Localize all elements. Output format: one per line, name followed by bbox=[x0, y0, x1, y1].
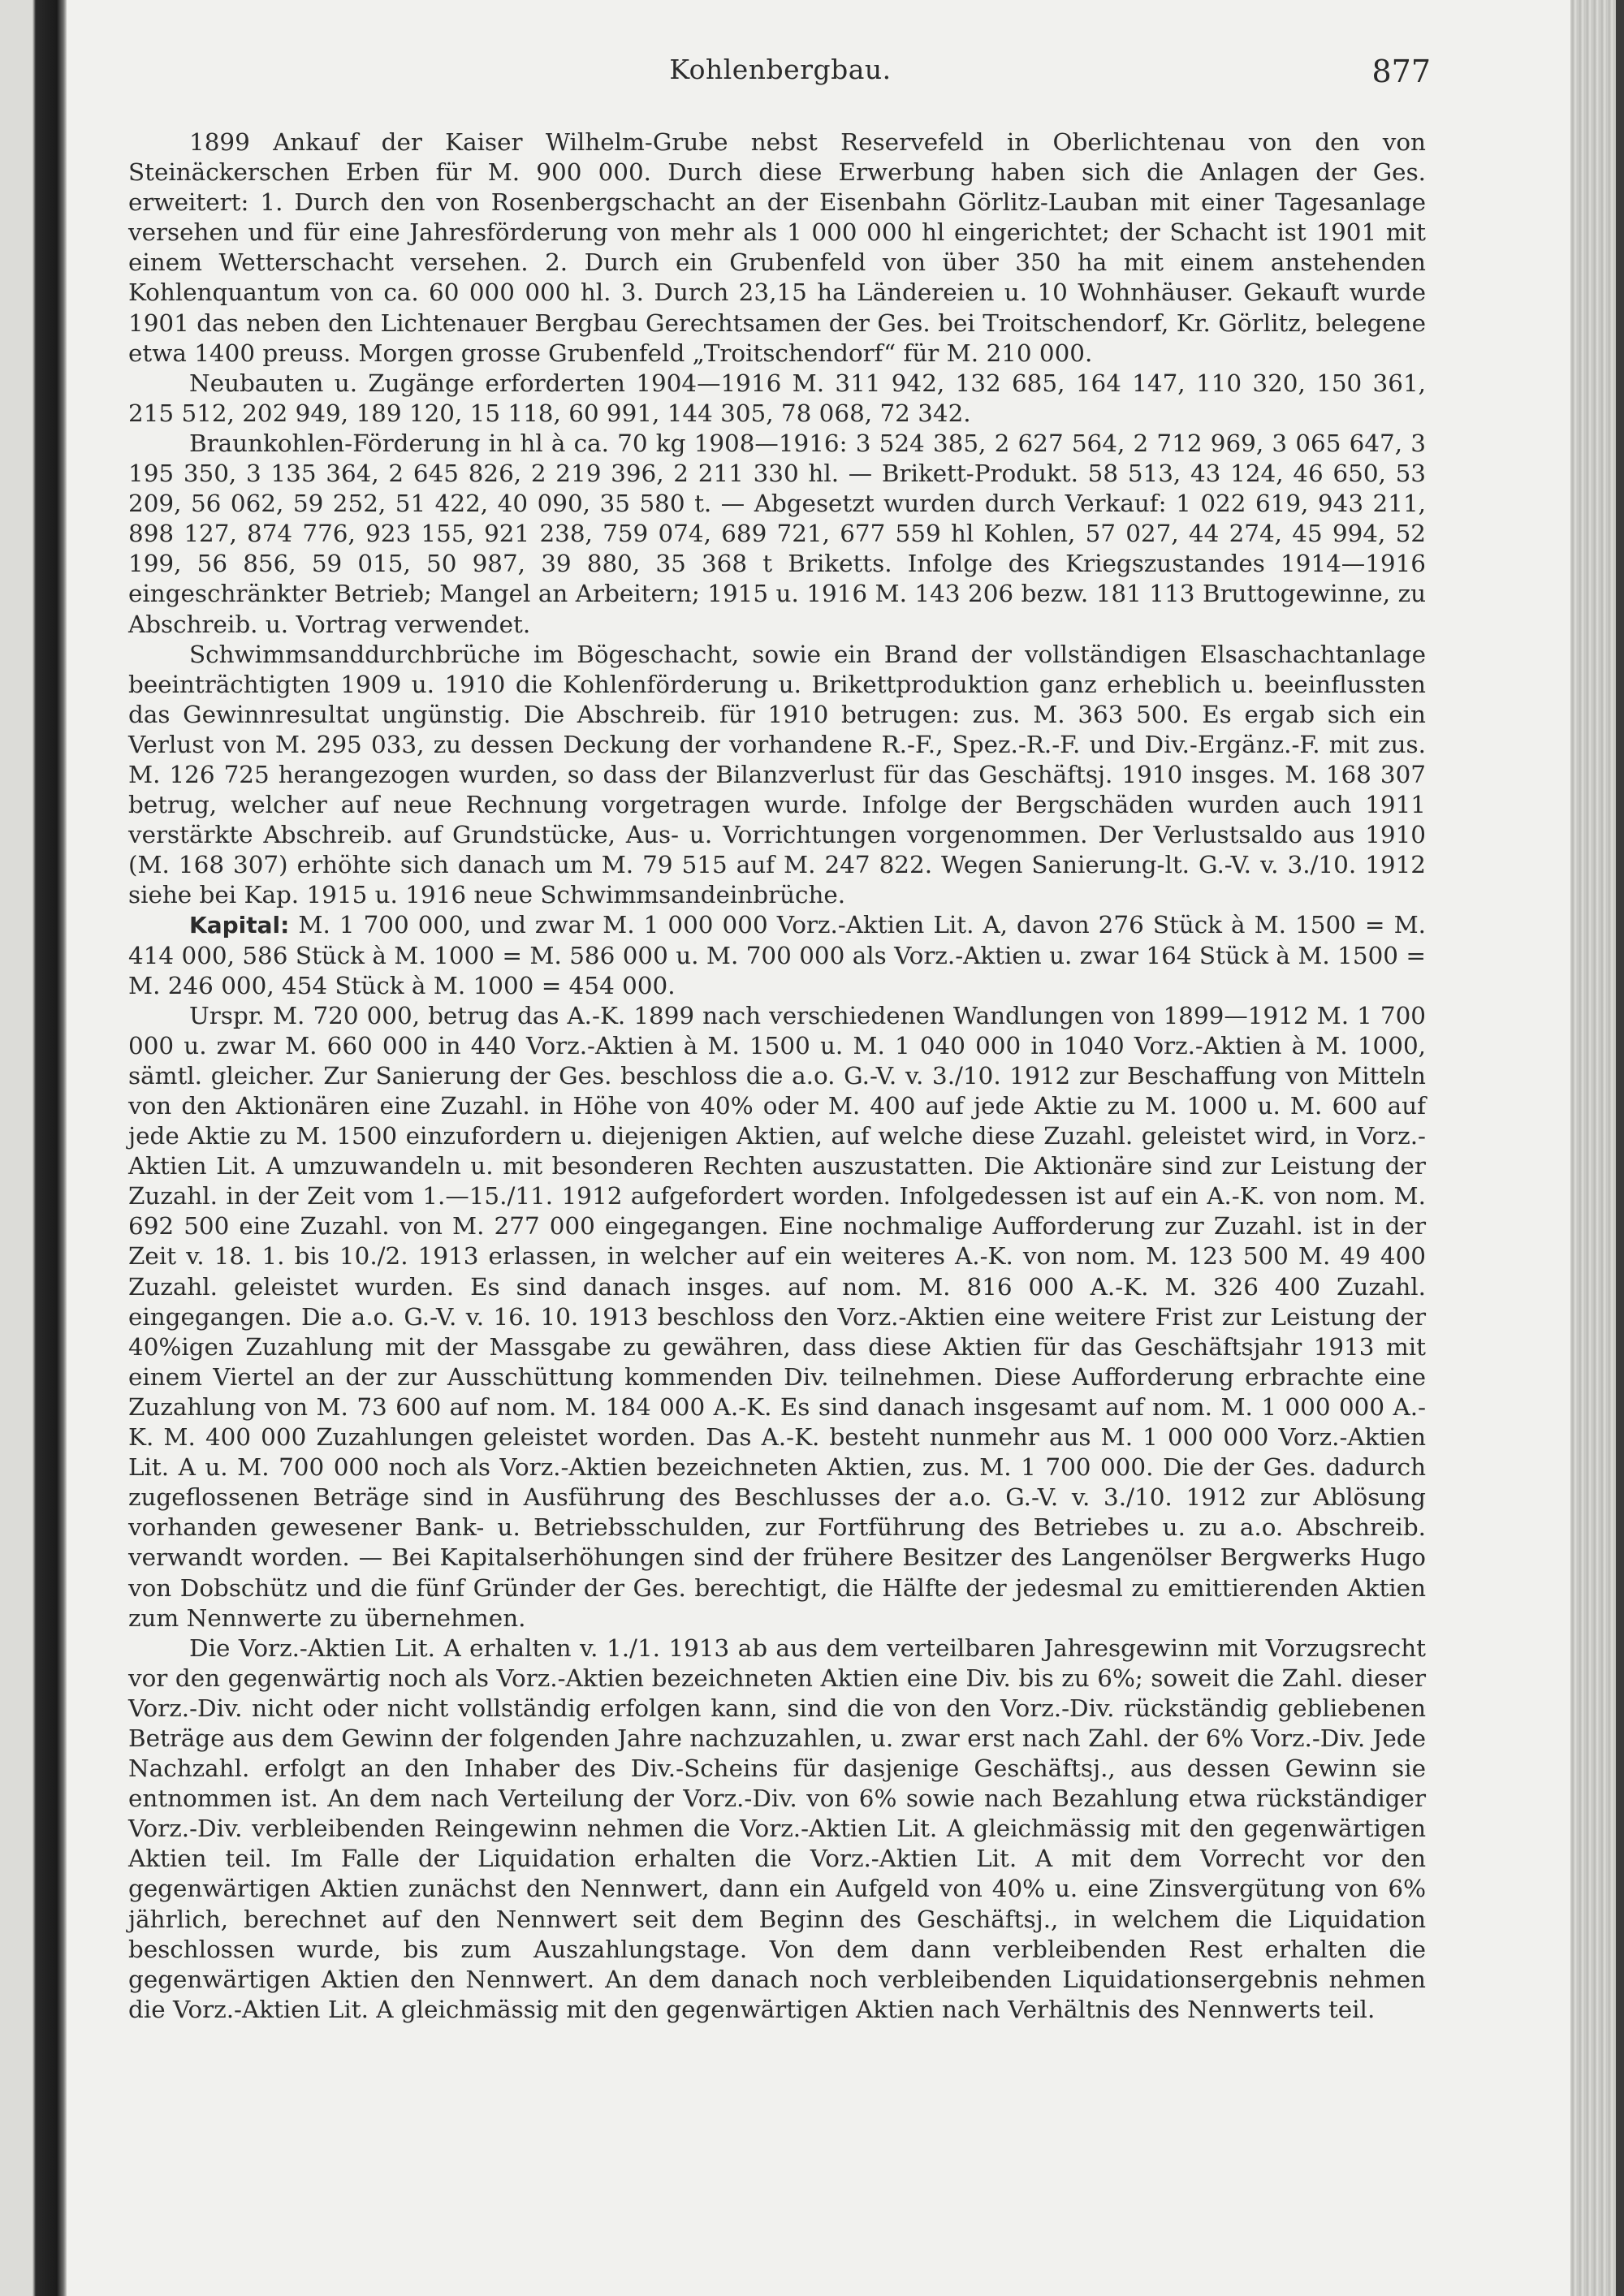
paragraph-vorzugsrecht: Die Vorz.-Aktien Lit. A erhalten v. 1./1. 1913 ab aus dem verteilbaren Jahresgewinn mit Vorzugsrecht vor den gegenwärtig noch als Vorz.-Aktien bezeichneten Aktien eine Div. bis zu 6%; soweit die Zahl. dieser Vorz.-Div. nicht oder nicht vollständig erfolgen kann, sind die von den Vorz.-Div. rückständig gebliebenen Beträge aus dem Gewinn der folgenden Jahre nachzuzahlen, u. zwar erst nach Zahl. der 6% Vorz.-Div. Jede Nachzahl. erfolgt an den Inhaber des Div.-Scheins für dasjenige Geschäftsj., aus dessen Gewinn sie entnommen ist. An dem nach Verteilung der Vorz.-Div. von 6% sowie nach Bezahlung etwa rückständiger Vorz.-Div. verbleibenden Reingewinn nehmen die Vorz.-Aktien Lit. A gleichmässig mit den gegenwärtigen Aktien teil. Im Falle der Liquidation erhalten die Vorz.-Aktien Lit. A mit dem Vorrecht vor den gegenwärtigen Aktien zunächst den Nennwert, dann ein Aufgeld von 40% u. eine Zinsvergütung von 6% jährlich, berechnet auf den Nennwert seit dem Beginn des Geschäftsj., in welchem die Liquidation beschlossen wurde, bis zum Auszahlungstage. Von dem dann verbleibenden Rest erhalten die gegenwärtigen Aktien den Nennwert. An dem danach noch verbleibenden Liquidationsergebnis nehmen die Vorz.-Aktien Lit. A gleichmässig mit den gegenwärtigen Aktien nach Verhältnis des Nennwerts teil. bbox=[128, 1634, 1426, 2023]
paragraph-neubauten: Neubauten u. Zugänge erforderten 1904—1916 M. 311 942, 132 685, 164 147, 110 320, 150 361, 215 512, 202 949, 189 120, 15 118, 60 991, 144 305, 78 068, 72 342. bbox=[128, 369, 1426, 427]
body-text bbox=[128, 127, 1426, 2025]
kapital-text: M. 1 700 000, und zwar M. 1 000 000 Vorz.-Aktien Lit. A, davon 276 Stück à M. 1500 = M. 414 000, 586 Stück à M. 1000 = M. 586 000 u. M. 700 000 als Vorz.-Aktien u. zwar 164 Stück à M. 1500 = M. 246 000, 454 Stück à M. 1000 = 454 000. bbox=[128, 911, 1426, 999]
scan-border-right bbox=[1616, 0, 1624, 2296]
paragraph-foerderung: Braunkohlen-Förderung in hl à ca. 70 kg 1908—1916: 3 524 385, 2 627 564, 2 712 969, 3 065 647, 3 195 350, 3 135 364, 2 645 826, 2 219 396, 2 211 330 hl. — Brikett-Produkt. 58 513, 43 124, 46 650, 53 209, 56 062, 59 252, 51 422, 40 090, 35 580 t. — Abgesetzt wurden durch Verkauf: 1 022 619, 943 211, 898 127, 874 776, 923 155, 921 238, 759 074, 689 721, 677 559 hl Kohlen, 57 027, 44 274, 45 994, 52 199, 56 856, 59 015, 50 987, 39 880, 35 368 t Briketts. Infolge des Kriegszustandes 1914—1916 eingeschränkter Betrieb; Mangel an Arbeitern; 1915 u. 1916 M. 143 206 bezw. 181 113 Bruttogewinne, zu Abschreib. u. Vortrag verwendet. bbox=[128, 429, 1426, 638]
paragraph-kapital bbox=[128, 910, 1426, 1000]
book-binding-shadow bbox=[0, 0, 67, 2296]
running-title: Kohlenbergbau. bbox=[669, 54, 892, 85]
paragraph-urspr: Urspr. M. 720 000, betrug das A.-K. 1899 nach verschiedenen Wandlungen von 1899—1912 M. 1 700 000 u. zwar M. 660 000 in 440 Vorz.-Aktien à M. 1500 u. M. 1 040 000 in 1040 Vorz.-Aktien à M. 1000, sämtl. gleicher. Zur Sanierung der Ges. beschloss die a.o. G.-V. v. 3./10. 1912 zur Beschaffung von Mitteln von den Aktionären eine Zuzahl. in Höhe von 40% oder M. 400 auf jede Aktie zu M. 1000 u. M. 600 auf jede Aktie zu M. 1500 einzufordern u. diejenigen Aktien, auf welche diese Zuzahl. geleistet wird, in Vorz.-Aktien Lit. A umzuwandeln u. mit besonderen Rechten auszustatten. Die Aktionäre sind zur Leistung der Zuzahl. in der Zeit vom 1.—15./11. 1912 aufgefordert worden. Infolgedessen ist auf ein A.-K. von nom. M. 692 500 eine Zuzahl. von M. 277 000 eingegangen. Eine nochmalige Aufforderung zur Zuzahl. ist in der Zeit v. 18. 1. bis 10./2. 1913 erlassen, in welcher auf ein weiteres A.-K. von nom. M. 123 500 M. 49 400 Zuzahl. geleistet wurden. Es sind danach insges. auf nom. M. 816 000 A.-K. M. 326 400 Zuzahl. eingegangen. Die a.o. G.-V. v. 16. 10. 1913 beschloss den Vorz.-Aktien eine weitere Frist zur Leistung der 40%igen Zuzahlung mit der Massgabe zu gewähren, dass diese Aktien für das Geschäftsjahr 1913 mit einem Viertel an der zur Ausschüttung kommenden Div. teilnehmen. Diese Aufforderung erbrachte eine Zuzahlung von M. 73 600 auf nom. M. 184 000 A.-K. Es sind danach insgesamt auf nom. M. 1 000 000 A.-K. M. 400 000 Zuzahlungen geleistet worden. Das A.-K. besteht nunmehr aus M. 1 000 000 Vorz.-Aktien Lit. A u. M. 700 000 noch als Vorz.-Aktien bezeichneten Aktien, zus. M. 1 700 000. Die der Ges. dadurch zugeflossenen Beträge sind in Ausführung des Beschlusses der a.o. G.-V. v. 3./10. 1912 zur Ablösung vorhanden gewesener Bank- u. Betriebsschulden, zur Fortführung des Betriebes u. zu a.o. Abschreib. verwandt worden. — Bei Kapitalserhöhungen sind der frühere Besitzer des Langenölser Bergwerks Hugo von Dobschütz und die fünf Gründer der Ges. berechtigt, die Hälfte der jedesmal zu emittierenden Aktien zum Nennwerte zu übernehmen. bbox=[128, 1001, 1426, 1632]
page-header bbox=[130, 49, 1431, 97]
page-number: 877 bbox=[1371, 54, 1431, 89]
paragraph-acquisition: 1899 Ankauf der Kaiser Wilhelm-Grube nebst Reservefeld in Oberlichtenau von den von Steinäckerschen Erben für M. 900 000. Durch diese Erwerbung haben sich die Anlagen der Ges. erweitert: 1. Durch den von Rosenbergschacht an der Eisenbahn Görlitz-Lauban mit einer Tagesanlage versehen und für eine Jahresförderung von mehr als 1 000 000 hl eingerichtet; der Schacht ist 1901 mit einem Wetterschacht versehen. 2. Durch ein Grubenfeld von über 350 ha mit einem anstehenden Kohlenquantum von ca. 60 000 000 hl. 3. Durch 23,15 ha Ländereien u. 10 Wohnhäuser. Gekauft wurde 1901 das neben den Lichtenauer Bergbau Gerechtsamen der Ges. bei Troitschendorf, Kr. Görlitz, belegene etwa 1400 preuss. Morgen grosse Grubenfeld „Troitschendorf“ für M. 210 000. bbox=[128, 128, 1426, 367]
kapital-label: Kapital: bbox=[189, 912, 290, 939]
paragraph-schwimmsand: Schwimmsanddurchbrüche im Bögeschacht, sowie ein Brand der vollständigen Elsaschachtanlage beeinträchtigten 1909 u. 1910 die Kohlenförderung u. Brikettproduktion ganz erheblich u. beeinflussten das Gewinnresultat ungünstig. Die Abschreib. für 1910 betrugen: zus. M. 363 500. Es ergab sich ein Verlust von M. 295 033, zu dessen Deckung der vorhandene R.-F., Spez.-R.-F. und Div.-Ergänz.-F. mit zus. M. 126 725 herangezogen wurden, so dass der Bilanzverlust für das Geschäftsj. 1910 insges. M. 168 307 betrug, welcher auf neue Rechnung vorgetragen wurde. Infolge der Bergschäden wurden auch 1911 verstärkte Abschreib. auf Grundstücke, Aus- u. Vorrichtungen vorgenommen. Der Verlustsaldo aus 1910 (M. 168 307) erhöhte sich danach um M. 79 515 auf M. 247 822. Wegen Sanierung-lt. G.-V. v. 3./10. 1912 siehe bei Kap. 1915 u. 1916 neue Schwimmsandeinbrüche. bbox=[128, 640, 1426, 909]
